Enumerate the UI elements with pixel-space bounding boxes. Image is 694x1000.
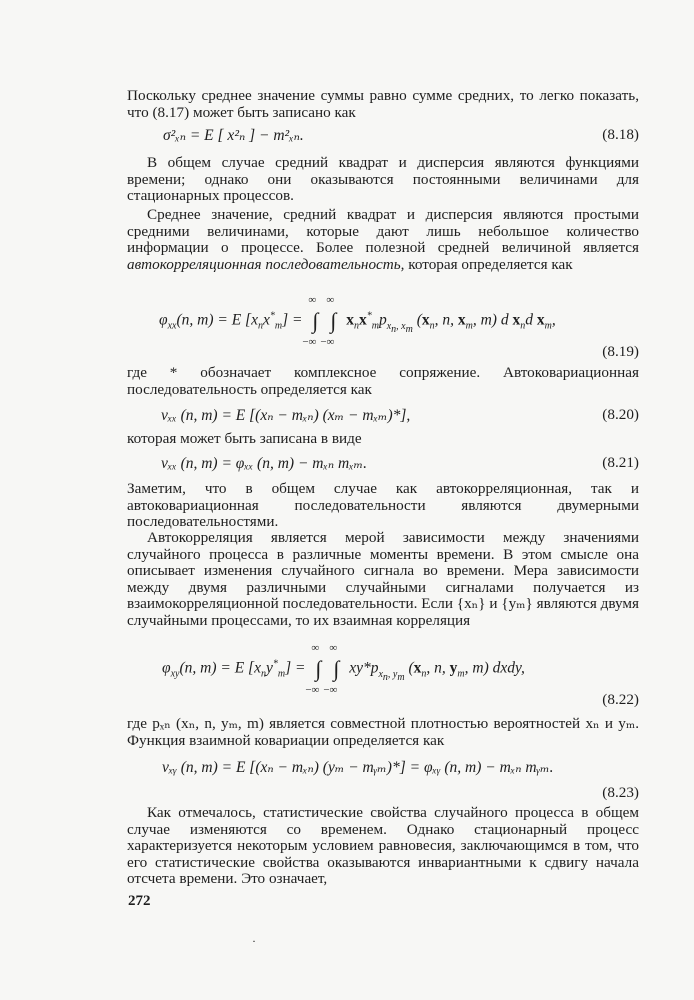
equation-number-8-19: (8.19)	[602, 343, 639, 360]
equation-number-8-21: (8.21)	[602, 454, 639, 471]
equation-number-8-20: (8.20)	[602, 406, 639, 423]
equation-8-22: $\varphi_{xy}(n$, m) = E $[x_ny^*_m]$ = ∫ ∞ −∞ ∫ ∞ −∞ $xy*p_{x_n, y_m}$ ($x_n$, n, $y_m$, m) dxdy,	[162, 642, 525, 696]
equation-8-19: $\varphi_{xx}(n$, m) = E $[x_nx^*_m]$ = ∫ ∞ −∞ ∫ ∞ −∞ $x_nx^*_mp_{x_n, x_m}$ ($x_n$, n, $x_m$, m) d $x_nd$ $x_m$,	[159, 294, 556, 348]
equation-number-8-18: (8.18)	[602, 126, 639, 143]
equation-8-23: νₓᵧ (n, m) = E [(xₙ − mₓₙ) (yₘ − mᵧₘ)*] = φₓᵧ (n, m) − mₓₙ mᵧₘ.	[162, 759, 554, 776]
page-number: 272	[128, 893, 151, 909]
paragraph-5: которая может быть записана в виде	[127, 430, 362, 447]
equation-number-8-23: (8.23)	[602, 784, 639, 801]
paragraph-9: Как отмечалось, статистические свойства случайного процесса в общем случае изменяются со временем. Однако стационарный процесс характеризуется некоторым условием равновесия, заключающимся в том, что его статистические свойства оказываются инвариантными к сдвигу начала отсчета времени. Это означает,	[127, 804, 639, 888]
paragraph-3-text-a: Среднее значение, средний квадрат и дисперсия являются простыми средними величинами, которые дают лишь небольшое количество информации о процессе. Более полезной средней величиной является	[127, 206, 639, 257]
equation-8-21: νₓₓ (n, m) = φₓₓ (n, m) − mₓₙ mₓₘ.	[161, 455, 368, 472]
equation-8-18: σ²ₓₙ = E [ x²ₙ ] − m²ₓₙ.	[163, 127, 304, 144]
paragraph-8: где pₓₙ (xₙ, n, yₘ, m) является совместной плотностью вероятностей xₙ и yₘ. Функция взаимной ковариации определяется как	[127, 715, 639, 749]
equation-8-20: νₓₓ (n, m) = E [(xₙ − mₓₙ) (xₘ − mₓₘ)*],	[161, 407, 411, 424]
paragraph-1: Поскольку среднее значение суммы равно сумме средних, то легко показать, что (8.17) может быть записано как	[127, 87, 639, 121]
paragraph-3-italic-term: автокорреляционная последовательность,	[127, 255, 405, 273]
equation-number-8-22: (8.22)	[602, 691, 639, 708]
paragraph-4: где * обозначает комплексное сопряжение. Автоковариационная последовательность определяется как	[127, 364, 639, 398]
paragraph-2: В общем случае средний квадрат и дисперсия являются функциями времени; однако они оказываются постоянными величинами для стационарных процессов.	[127, 154, 639, 205]
paragraph-3	[127, 207, 639, 273]
paragraph-6: Заметим, что в общем случае как автокорреляционная, так и автоковариационная последовательности являются двумерными последовательностями.	[127, 480, 639, 531]
scan-speck: ·	[252, 934, 256, 948]
paragraph-7: Автокорреляция является мерой зависимости между значениями случайного процесса в различные моменты времени. В этом смысле она описывает изменения случайного сигнала во времени. Мера зависимости между двумя различными случайными сигналами получается из взаимокорреляционной последовательности. Если {xₙ} и {yₘ} являются двумя случайными процессами, то их взаимная корреляция	[127, 529, 639, 629]
paragraph-3-text-b: которая определяется как	[404, 255, 573, 273]
